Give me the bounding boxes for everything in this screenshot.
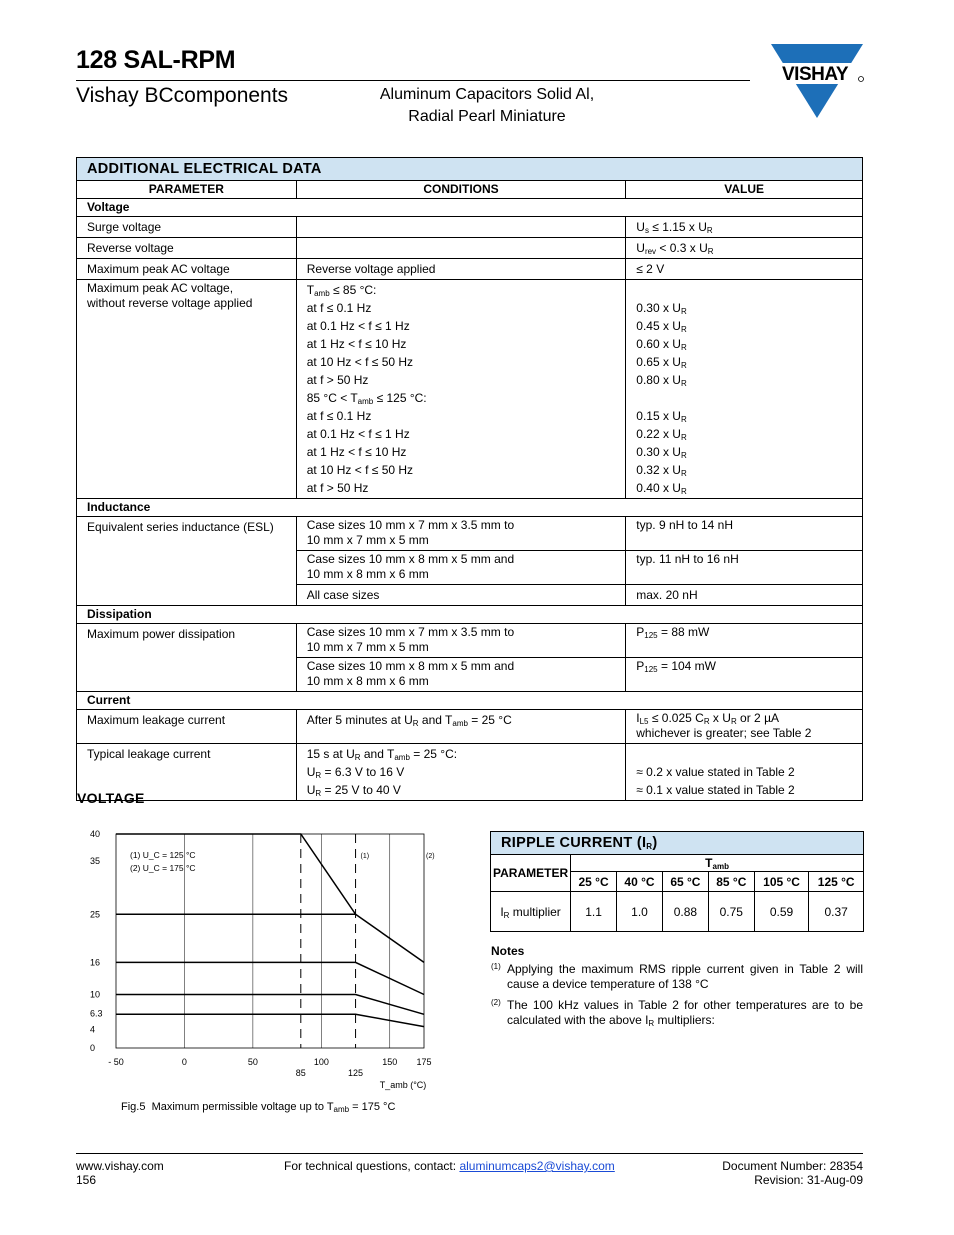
ripple-value: 1.0 (617, 892, 663, 932)
x-tick-label-extra: 85 (295, 1068, 306, 1078)
ripple-value-row (491, 892, 864, 932)
ripple-value: 0.88 (662, 892, 708, 932)
ripple-temp: 85 °C (708, 872, 754, 892)
value-power-2: $P_{125} = 104$ mW (626, 658, 863, 692)
voltage-derating-chart (76, 822, 456, 1097)
group-inductance: Inductance (77, 499, 863, 517)
group-current: Current (77, 692, 863, 710)
value-peak-ac-no-reverse: 0.30 x $U_R$ 0.45 x $U_R$ 0.60 x $U_R$ 0.65 x $U_R$ 0.80 x $U_R$ 0.15 x $U_R$ 0.22 x $U_R$ 0.30 x $U_R$ 0.32 x $U_R$ 0.40 x $U_R$ (626, 280, 863, 499)
param-surge-voltage: Surge voltage (77, 217, 297, 238)
y-tick-label: 10 (90, 989, 101, 1000)
notes-title: Notes (491, 944, 525, 958)
cond-esl-3: All case sizes (296, 585, 626, 606)
figure-caption: Fig.5 Maximum permissible voltage up to $T_{amb} = 175$ °C (121, 1101, 396, 1114)
value-esl-1: typ. 9 nH to 14 nH (626, 517, 863, 551)
y-tick-label: 16 (90, 957, 101, 968)
range-label-2: 85 $^\circ C < T_{amb} \le 125$ °C: (306, 391, 427, 406)
table-row (77, 517, 863, 551)
x-tick-label: 0 (181, 1057, 187, 1067)
x-tick-label: - 50 (108, 1057, 124, 1067)
table-row (77, 238, 863, 259)
contact-email-link[interactable]: aluminumcaps2@vishay.com (459, 1159, 615, 1173)
note-2: (2) The 100 kHz values in Table 2 for other temperatures are to be calculated with the above $I_R$ multipliers: (491, 998, 863, 1028)
column-header-value: VALUE (626, 181, 863, 199)
param-esl: Equivalent series inductance (ESL) (77, 517, 297, 606)
y-tick-label: 35 (90, 855, 101, 866)
footer-contact: For technical questions, contact: aluminumcaps2@vishay.com (284, 1159, 615, 1173)
table-row (77, 259, 863, 280)
y-tick-label: 6.3 (90, 1008, 103, 1019)
page-title: 128 SAL-RPM (76, 46, 236, 74)
ripple-tamb-header: $T_{amb}$ (571, 855, 864, 872)
ripple-temp: 125 °C (809, 872, 864, 892)
voltage-curve (116, 834, 356, 914)
value-esl-2: typ. 11 nH to 16 nH (626, 551, 863, 585)
subtitle-line-1: Aluminum Capacitors Solid Al, (379, 86, 595, 103)
x-tick-label: 50 (247, 1057, 258, 1067)
product-subtitle (342, 84, 632, 128)
ripple-temp: 105 °C (754, 872, 809, 892)
column-header-conditions: CONDITIONS (296, 181, 626, 199)
table-row (77, 744, 863, 801)
table-header-row (77, 181, 863, 199)
x-tick-label: 150 (382, 1057, 398, 1067)
cond-peak-ac: Reverse voltage applied (296, 259, 626, 280)
x-tick-label: 100 (313, 1057, 329, 1067)
x-tick-label-extra: 125 (348, 1068, 364, 1078)
legend-entry: (1) U_C = 125 °C (130, 850, 196, 860)
table-row (77, 710, 863, 744)
table-row (77, 217, 863, 238)
voltage-heading: VOLTAGE (77, 790, 145, 806)
voltage-curve (116, 995, 424, 1015)
voltage-curve (116, 962, 424, 994)
table-row (77, 624, 863, 658)
manufacturer-name: Vishay BCcomponents (76, 84, 289, 107)
ripple-temp: 40 °C (617, 872, 663, 892)
value-power-1: $P_{125} = 88$ mW (626, 624, 863, 658)
table-row (77, 280, 863, 499)
cond-power-1: Case sizes 10 mm x 7 mm x 3.5 mm to 10 mm x 7 mm x 5 mm (296, 624, 626, 658)
note-1: (1) Applying the maximum RMS ripple current given in Table 2 will cause a device temperature of 138 °C (491, 962, 863, 991)
ripple-heading: RIPPLE CURRENT $(I_R)$ (491, 832, 864, 855)
footer-website[interactable]: www.vishay.com (76, 1159, 164, 1173)
group-voltage: Voltage (77, 199, 863, 217)
x-tick-label: 175 (416, 1057, 432, 1067)
header-rule (76, 80, 750, 81)
column-header-parameter: PARAMETER (77, 181, 297, 199)
param-peak-ac-no-reverse: Maximum peak AC voltage, without reverse voltage applied (77, 280, 297, 499)
legend-entry: (2) U_C = 175 °C (130, 863, 196, 873)
ripple-value: 0.37 (809, 892, 864, 932)
ripple-row-label: $I_R$ multiplier (491, 892, 571, 932)
voltage-curve (116, 1014, 424, 1026)
ripple-value: 0.59 (754, 892, 809, 932)
voltage-curve (116, 914, 424, 962)
param-peak-ac: Maximum peak AC voltage (77, 259, 297, 280)
value-typ-leakage: ≈ 0.2 x value stated in Table 2 ≈ 0.1 x value stated in Table 2 (626, 744, 863, 801)
cond-typ-leakage: 15 s at $U_R$ and $T_{amb} = 25$ °C: $U_R = 6.3$ V to 16 V $U_R = 25$ V to 40 V (296, 744, 626, 801)
chart-tick-labels (90, 829, 435, 1090)
range-label-1: $T_{amb} \le 85$ °C: (306, 283, 377, 298)
param-typ-leakage: Typical leakage current (77, 744, 297, 801)
y-tick-label: 40 (90, 829, 101, 839)
param-power-dissipation: Maximum power dissipation (77, 624, 297, 692)
x-axis-label: T_amb (°C) (379, 1080, 427, 1090)
ripple-current-table (490, 831, 864, 932)
ripple-temp: 65 °C (662, 872, 708, 892)
table-heading: ADDITIONAL ELECTRICAL DATA (77, 158, 863, 181)
marker-label-1: (1) (360, 853, 370, 860)
param-reverse-voltage: Reverse voltage (77, 238, 297, 259)
cond-power-2: Case sizes 10 mm x 8 mm x 5 mm and 10 mm x 8 mm x 6 mm (296, 658, 626, 692)
footer-document-number: Document Number: 28354 (722, 1159, 863, 1173)
group-dissipation: Dissipation (77, 606, 863, 624)
marker-label-2: (2) (426, 853, 435, 860)
ripple-value: 0.75 (708, 892, 754, 932)
cond-peak-ac-no-reverse: $T_{amb} \le 85$ °C: at f ≤ 0.1 Hz at 0.1 Hz < f ≤ 1 Hz at 1 Hz < f ≤ 10 Hz at 10 Hz < f ≤ 50 Hz at f > 50 Hz 85 $^\circ C < T_{amb} \le 125$ °C: at f ≤ 0.1 Hz at 0.1 Hz < f ≤ 1 Hz at 1 Hz < f ≤ 10 Hz at 10 Hz < f ≤ 50 Hz at f > 50 Hz (296, 280, 626, 499)
cond-max-leakage: After 5 minutes at $U_R$ and $T_{amb} = 25$ °C (296, 710, 626, 744)
cond-esl-1: Case sizes 10 mm x 7 mm x 3.5 mm to 10 mm x 7 mm x 5 mm (296, 517, 626, 551)
cond-esl-2: Case sizes 10 mm x 8 mm x 5 mm and 10 mm x 8 mm x 6 mm (296, 551, 626, 585)
logo-text: VISHAY (782, 64, 848, 85)
param-max-leakage: Maximum leakage current (77, 710, 297, 744)
y-tick-label: 25 (90, 909, 101, 920)
ripple-param-header: PARAMETER (491, 855, 571, 892)
y-tick-label: 0 (90, 1043, 96, 1053)
y-tick-label: 4 (90, 1024, 96, 1035)
footer-rule (76, 1153, 863, 1154)
value-peak-ac: ≤ 2 V (626, 259, 863, 280)
ripple-temp: 25 °C (571, 872, 617, 892)
value-reverse-voltage: $U_{rev} < 0.3$ x $U_R$ (626, 238, 863, 259)
ripple-value: 1.1 (571, 892, 617, 932)
footer-revision: Revision: 31-Aug-09 (754, 1173, 863, 1187)
subtitle-line-2: Radial Pearl Miniature (408, 108, 566, 125)
value-max-leakage: $I_{L5} \le 0.025$ $C_R$ x $U_R$ or 2 µA whichever is greater; see Table 2 (626, 710, 863, 744)
notes-block (491, 944, 863, 1034)
footer-page-number: 156 (76, 1173, 97, 1187)
vishay-logo (765, 44, 865, 120)
value-surge-voltage: $U_s \le 1.15$ x $U_R$ (626, 217, 863, 238)
electrical-data-table (76, 157, 863, 801)
value-esl-3: max. 20 nH (626, 585, 863, 606)
